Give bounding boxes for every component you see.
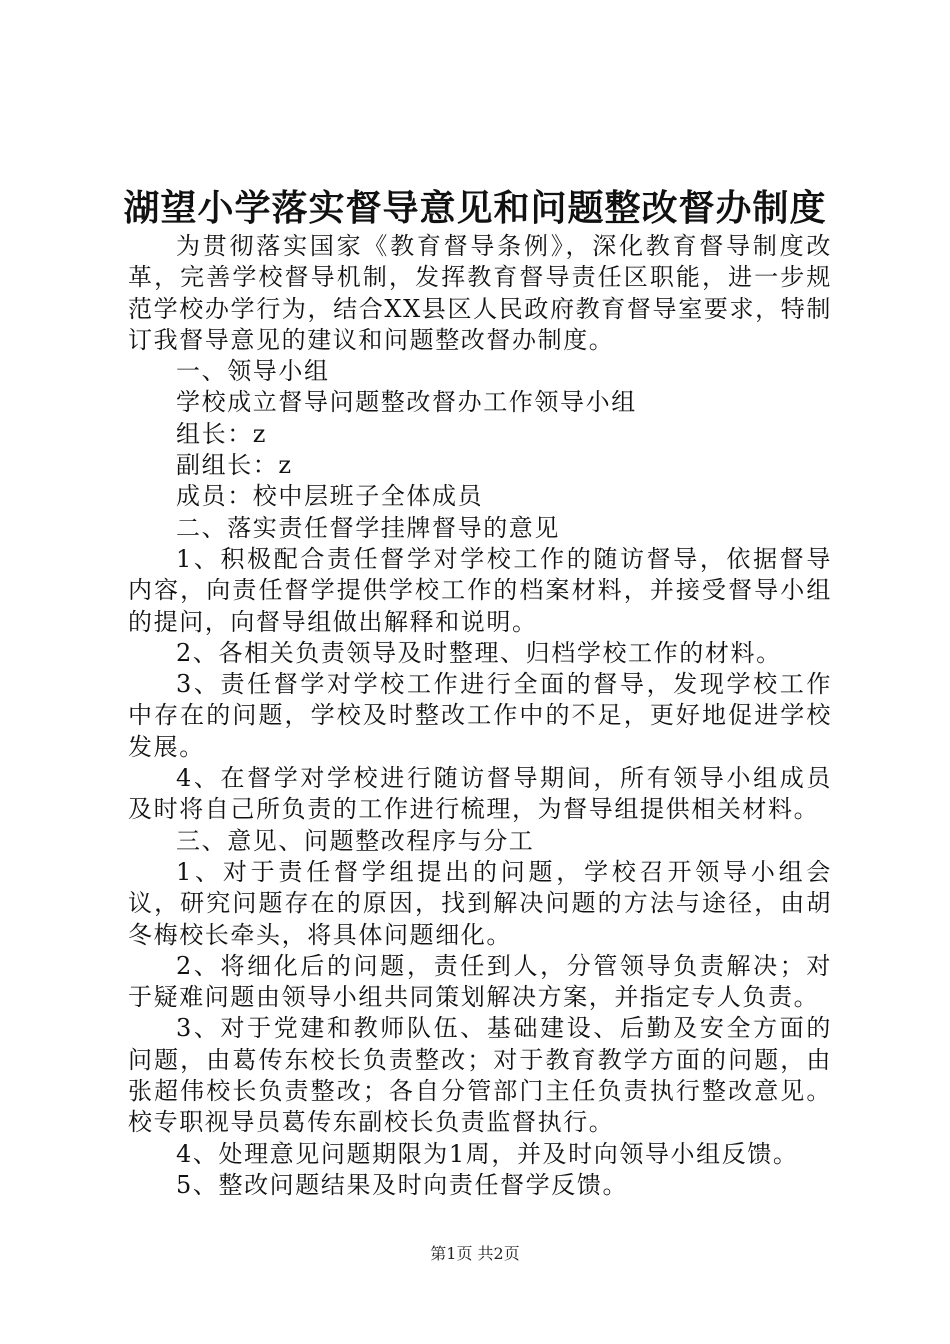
list-item: 3、对于党建和教师队伍、基础建设、后勤及安全方面的问题，由葛传东校长负责整改；对于教育教学方面的问题，由张超伟校长负责整改；各自分管部门主任负责执行整改意见。校专职视导员葛传东副校长负责监督执行。	[128, 1014, 832, 1137]
paragraph-leader: 组长：z	[176, 419, 268, 448]
list-item: 1、积极配合责任督学对学校工作的随访督导，依据督导内容，向责任督学提供学校工作的档案材料，并接受督导小组的提问，向督导组做出解释和说明。	[128, 544, 832, 636]
page-number-footer: 第1页 共2页	[430, 1244, 520, 1263]
list-item: 2、各相关负责领导及时整理、归档学校工作的材料。	[176, 638, 782, 667]
paragraph-group: 学校成立督导问题整改督办工作领导小组	[176, 388, 637, 417]
list-item: 4、处理意见问题期限为1周，并及时向领导小组反馈。	[176, 1139, 799, 1168]
list-item: 3、责任督学对学校工作进行全面的督导，发现学校工作中存在的问题，学校及时整改工作中的不足，更好地促进学校发展。	[128, 670, 832, 761]
list-item: 5、整改问题结果及时向责任督学反馈。	[176, 1170, 629, 1199]
document-title: 湖望小学落实督导意见和问题整改督办制度	[123, 187, 827, 229]
paragraph-intro: 为贯彻落实国家《教育督导条例》，深化教育督导制度改革，完善学校督导机制，发挥教育督导责任区职能，进一步规范学校办学行为，结合XX县区人民政府教育督导室要求，特制订我督导意见的建议和问题整改督办制度。	[128, 232, 832, 354]
section-heading-3: 三、意见、问题整改程序与分工	[176, 826, 535, 855]
list-item: 4、在督学对学校进行随访督导期间，所有领导小组成员及时将自己所负责的工作进行梳理，为督导组提供相关材料。	[128, 764, 832, 824]
section-heading-1: 一、领导小组	[176, 357, 330, 386]
section-heading-2: 二、落实责任督学挂牌督导的意见	[176, 513, 560, 542]
paragraph-deputy-leader: 副组长：z	[176, 451, 293, 480]
paragraph-members: 成员：校中层班子全体成员	[176, 482, 484, 511]
document-body	[128, 231, 832, 1201]
list-item: 2、将细化后的问题，责任到人，分管领导负责解决；对于疑难问题由领导小组共同策划解决方案，并指定专人负责。	[128, 951, 832, 1012]
list-item: 1、对于责任督学组提出的问题，学校召开领导小组会议，研究问题存在的原因，找到解决问题的方法与途径，由胡冬梅校长牵头，将具体问题细化。	[128, 857, 832, 949]
